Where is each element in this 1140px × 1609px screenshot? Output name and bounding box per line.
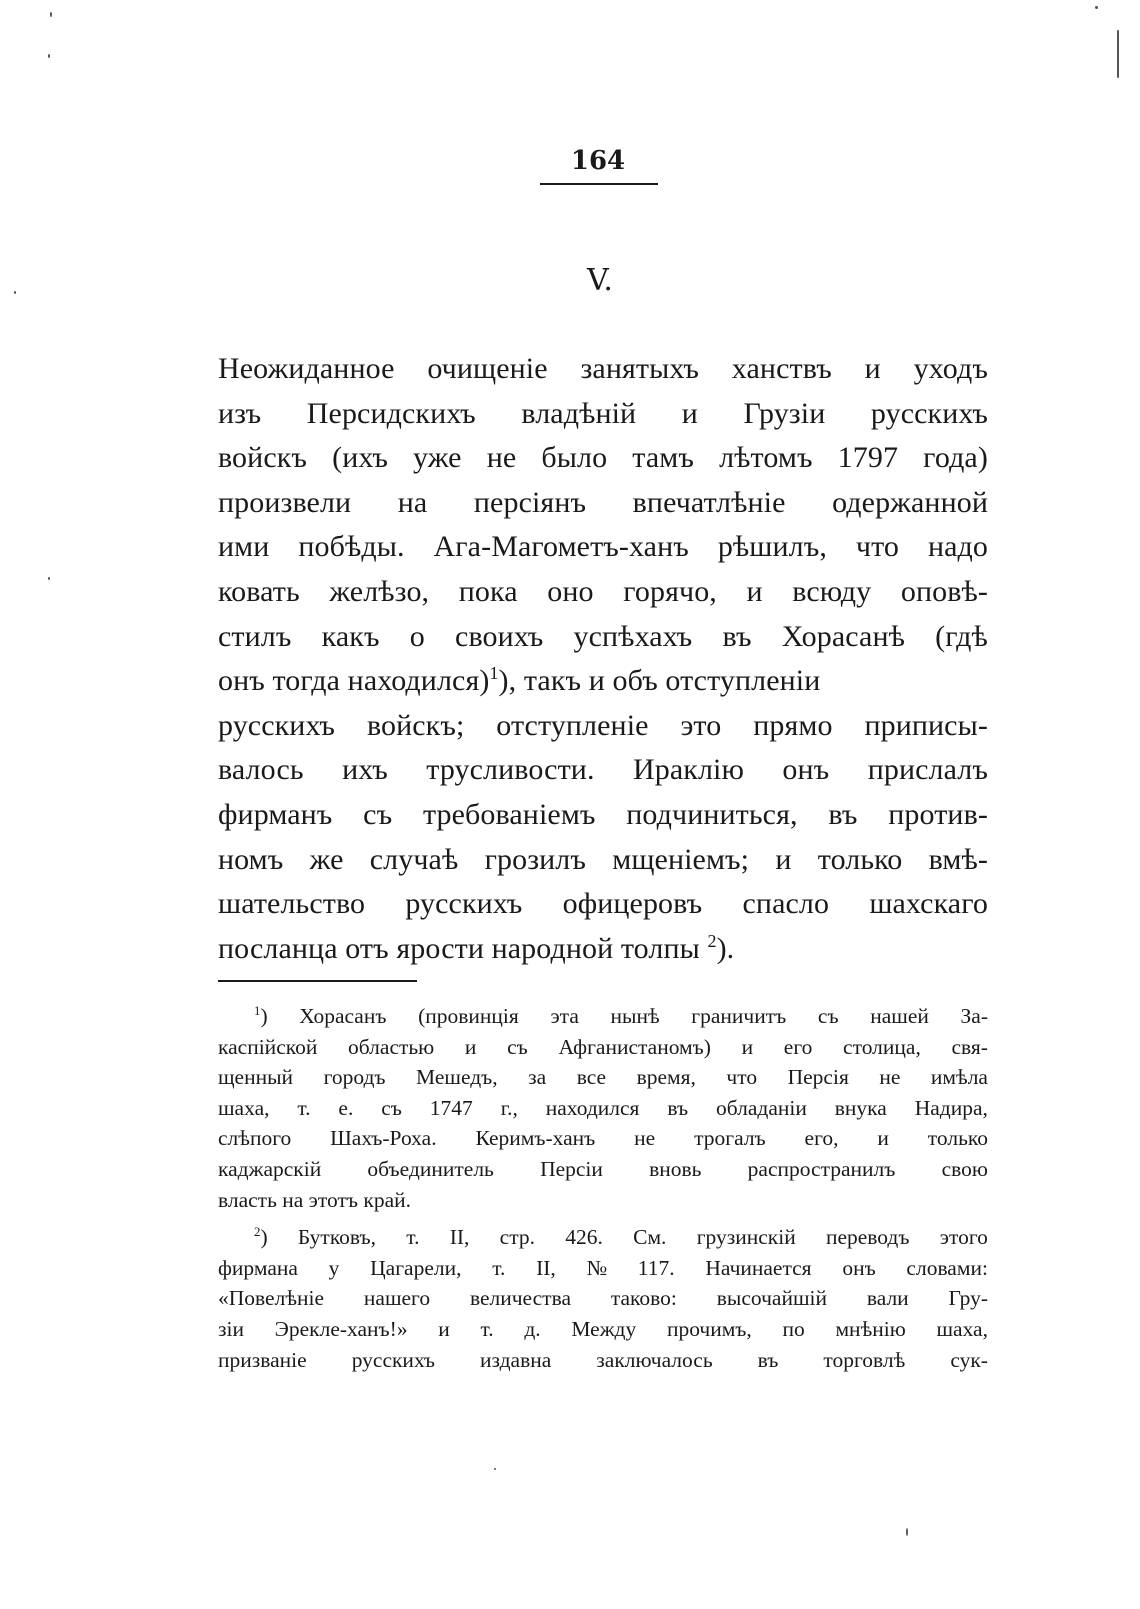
word: См.	[633, 1225, 667, 1250]
word: «Повелѣніе	[218, 1286, 325, 1311]
word: Персія	[787, 1065, 849, 1090]
main-text-line	[218, 347, 988, 392]
word: подчиниться,	[626, 797, 798, 831]
main-text	[218, 347, 988, 971]
word: словами:	[906, 1255, 988, 1280]
footnote-line	[218, 1093, 988, 1124]
footnote-1	[218, 1001, 988, 1215]
word: не	[486, 441, 517, 475]
word: и	[877, 1126, 889, 1151]
word: Эрекле-ханъ!»	[274, 1316, 408, 1341]
word: ханствъ	[731, 352, 832, 385]
word: 1797	[837, 441, 899, 475]
main-text-line-with-footnote-ref	[218, 659, 988, 704]
word: Гру-	[948, 1286, 988, 1311]
word: Афганистаномъ)	[558, 1034, 711, 1059]
word: находился	[545, 1095, 640, 1120]
main-text-fragment: ), такъ и объ отступленіи	[498, 664, 821, 698]
word: Цагарели,	[370, 1255, 462, 1280]
word: оно	[547, 574, 594, 608]
word: вмѣ-	[928, 842, 988, 876]
footnote-2	[218, 1222, 988, 1375]
word: областью	[348, 1034, 435, 1059]
scan-speck	[48, 54, 50, 58]
word: фирмана	[218, 1255, 298, 1280]
main-text-line	[218, 704, 988, 749]
word: все	[576, 1065, 607, 1090]
main-text-line	[218, 882, 988, 927]
main-text-fragment: ).	[716, 931, 735, 965]
word: это	[680, 708, 722, 742]
word: $^1$)	[254, 1003, 268, 1028]
word: стр.	[499, 1225, 535, 1250]
word: на	[397, 485, 428, 519]
word: шахскаго	[869, 887, 988, 921]
footnote-line	[218, 1062, 988, 1093]
word: занятыхъ	[580, 352, 699, 385]
word: трогалъ	[694, 1126, 766, 1151]
footnote-line	[218, 1345, 988, 1376]
word: онъ	[842, 1255, 876, 1280]
word: персіянъ	[473, 485, 587, 519]
word: произвели	[218, 485, 352, 519]
word: 117.	[637, 1255, 675, 1280]
word: Неожиданное	[218, 352, 395, 385]
word: и	[864, 352, 881, 385]
word: и	[681, 396, 698, 430]
footnotes	[218, 1001, 988, 1375]
word: II,	[449, 1225, 470, 1250]
word: Шахъ-Роха.	[330, 1126, 437, 1151]
word: пока	[458, 574, 518, 608]
word: вновь	[649, 1156, 702, 1181]
word: т.	[492, 1255, 506, 1280]
word: д.	[524, 1316, 541, 1341]
word: и	[775, 842, 792, 876]
scan-speck	[14, 291, 16, 294]
word: онъ	[782, 753, 830, 787]
word: офицеровъ	[562, 887, 703, 921]
word: мщеніемъ;	[612, 842, 750, 876]
word: щенный	[218, 1065, 294, 1090]
word: фирманъ	[218, 797, 333, 831]
word: (провинція	[418, 1004, 519, 1028]
word: только	[817, 842, 903, 876]
word: 426.	[565, 1225, 603, 1250]
word: о	[409, 619, 425, 653]
word: заключалось	[596, 1347, 713, 1372]
word: вали	[866, 1286, 909, 1311]
main-text-line	[218, 481, 988, 526]
scan-speck	[906, 1528, 908, 1536]
word: г.,	[500, 1095, 518, 1120]
word: Керимъ-ханъ	[475, 1126, 596, 1151]
footnote-line	[218, 1001, 988, 1032]
word: мнѣнію	[835, 1316, 906, 1341]
word: грозилъ	[484, 842, 586, 876]
word: побѣды.	[298, 530, 405, 564]
word: что	[726, 1065, 758, 1090]
word: (гдѣ	[935, 619, 988, 653]
word: и	[464, 1034, 477, 1059]
word: рѣшилъ,	[717, 530, 827, 564]
word: русскихъ	[405, 887, 523, 921]
word: призваніе	[218, 1347, 307, 1372]
word: спасло	[742, 887, 830, 921]
word: уже	[413, 441, 462, 475]
word: шаха,	[218, 1095, 270, 1120]
main-text-line	[218, 570, 988, 615]
footnote-line	[218, 1032, 988, 1063]
footnote-line	[218, 1283, 988, 1314]
word: (ихъ	[332, 441, 388, 475]
word: надо	[927, 530, 988, 564]
word: грузинскій	[696, 1225, 796, 1250]
word: свя-	[951, 1034, 988, 1059]
word: Надира,	[914, 1095, 988, 1120]
word: Начинается	[705, 1255, 812, 1280]
footnote-ref-1: 1	[489, 663, 499, 684]
main-text-line	[218, 793, 988, 838]
word: въ	[757, 1347, 779, 1372]
word: объединитель	[367, 1156, 494, 1181]
word: Хорасанъ	[299, 1004, 387, 1028]
word: ихъ	[342, 753, 388, 787]
word: $^2$)	[254, 1225, 268, 1250]
word: Персидскихъ	[306, 396, 476, 430]
word: т.	[297, 1095, 311, 1120]
word: слѣпого	[218, 1126, 292, 1151]
footnote-line	[218, 1222, 988, 1253]
word: против-	[888, 797, 988, 831]
footnote-line: власть на этотъ край.	[218, 1187, 411, 1212]
word: 1747	[429, 1095, 473, 1120]
word: прочимъ,	[666, 1316, 752, 1341]
word: прислалъ	[867, 753, 988, 787]
word: торговлѣ	[823, 1347, 906, 1372]
footnote-line	[218, 1314, 988, 1345]
scan-speck	[1095, 6, 1098, 9]
word: т.	[406, 1225, 420, 1250]
word: Персіи	[540, 1156, 603, 1181]
word: Между	[571, 1316, 637, 1341]
word: внука	[834, 1095, 887, 1120]
word: прямо	[753, 708, 833, 742]
word: случаѣ	[369, 842, 459, 876]
word: одержанной	[832, 485, 988, 519]
main-text-line	[218, 392, 988, 437]
word: лѣтомъ	[719, 441, 813, 475]
footnote-marker: 2	[254, 1225, 261, 1239]
word: номъ	[218, 842, 284, 876]
word: трусливости.	[426, 753, 595, 787]
word: Ага-Магометъ-ханъ	[433, 530, 689, 564]
word: не	[879, 1065, 901, 1090]
word: съ	[363, 797, 393, 831]
word: переводъ	[825, 1225, 910, 1250]
word: тамъ	[632, 441, 694, 475]
word: и	[746, 574, 763, 608]
word: шаха,	[936, 1316, 988, 1341]
word: т.	[480, 1316, 494, 1341]
word: войскъ	[218, 441, 308, 475]
word: русскихъ	[351, 1347, 435, 1372]
word: нынѣ	[610, 1004, 660, 1028]
word: ковать	[218, 574, 300, 608]
word: зіи	[218, 1316, 244, 1341]
word: Мешедъ,	[416, 1065, 498, 1090]
word: въ	[828, 797, 858, 831]
scan-speck	[1117, 30, 1119, 78]
word: Грузіи	[743, 396, 826, 430]
word: нашей	[870, 1004, 929, 1028]
word: имѣла	[930, 1065, 988, 1090]
main-text-last-line	[218, 927, 988, 972]
footnote-ref-2: 2	[707, 930, 717, 951]
word: время,	[636, 1065, 696, 1090]
word: нашего	[363, 1286, 431, 1311]
word: этого	[939, 1225, 988, 1250]
main-text-line	[218, 615, 988, 660]
word: обладаніи	[715, 1095, 807, 1120]
word: уходъ	[913, 352, 988, 385]
word: же	[309, 842, 344, 876]
word: стилъ	[218, 619, 292, 653]
word: сук-	[950, 1347, 988, 1372]
word: его,	[804, 1126, 839, 1151]
word: съ	[507, 1034, 528, 1059]
word: эта	[550, 1004, 579, 1028]
word: успѣхахъ	[573, 619, 693, 653]
word: каджарскій	[218, 1156, 322, 1181]
word: издавна	[480, 1347, 552, 1372]
word: года)	[923, 441, 988, 475]
word: всюду	[792, 574, 872, 608]
word: какъ	[321, 619, 380, 653]
word: впечатлѣніе	[632, 485, 786, 519]
main-text-line	[218, 436, 988, 481]
word: приписы-	[864, 708, 988, 742]
word: II,	[536, 1255, 556, 1280]
word: каспійской	[218, 1034, 318, 1059]
word: городъ	[323, 1065, 386, 1090]
word: его	[783, 1034, 813, 1059]
word: величества	[469, 1286, 571, 1311]
word: распространилъ	[747, 1156, 896, 1181]
scan-speck	[48, 577, 50, 580]
main-text-fragment: посланца отъ ярости народной толпы	[218, 931, 700, 965]
word: у	[328, 1255, 340, 1280]
footnote-marker: 1	[254, 1003, 261, 1018]
word: таково:	[610, 1286, 677, 1311]
word: желѣзо,	[329, 574, 430, 608]
main-text-line	[218, 748, 988, 793]
word: очищеніе	[427, 352, 548, 385]
word: владѣній	[521, 396, 637, 430]
word: въ	[667, 1095, 689, 1120]
word: валось	[218, 753, 304, 787]
word: граничитъ	[691, 1004, 787, 1028]
scan-speck	[50, 12, 52, 17]
word: было	[541, 441, 608, 475]
word: русскихъ	[870, 396, 988, 430]
word: не	[634, 1126, 656, 1151]
word: свою	[941, 1156, 988, 1181]
word: войскъ;	[366, 708, 465, 742]
footnote-line	[218, 1154, 988, 1185]
word: ими	[218, 530, 270, 564]
word: е.	[338, 1095, 354, 1120]
word: №	[586, 1255, 608, 1280]
word: Хорасанѣ	[781, 619, 905, 653]
scan-speck	[494, 1468, 496, 1470]
word: шательство	[218, 887, 366, 921]
word: Ираклію	[632, 753, 744, 787]
word: За-	[960, 1004, 988, 1028]
word: только	[927, 1126, 988, 1151]
word: съ	[817, 1004, 839, 1028]
word: по	[782, 1316, 805, 1341]
page-number-rule	[540, 183, 658, 185]
word: горячо,	[623, 574, 717, 608]
word: что	[855, 530, 899, 564]
word: высочайшій	[716, 1286, 827, 1311]
word: столица,	[843, 1034, 921, 1059]
main-text-line	[218, 838, 988, 883]
word: и	[438, 1316, 450, 1341]
word: съ	[381, 1095, 402, 1120]
word: за	[528, 1065, 547, 1090]
word: въ	[722, 619, 752, 653]
chapter-heading: V.	[587, 263, 613, 298]
main-text-line	[218, 525, 988, 570]
word: и	[741, 1034, 754, 1059]
word: русскихъ	[218, 708, 336, 742]
word: изъ	[218, 396, 262, 430]
word: отступленіе	[496, 708, 649, 742]
footnote-line	[218, 1123, 988, 1154]
footnote-divider	[218, 980, 417, 982]
word: своихъ	[455, 619, 544, 653]
footnote-line	[218, 1253, 988, 1284]
word: Бутковъ,	[297, 1225, 377, 1250]
word: требованіемъ	[422, 797, 596, 831]
main-text-fragment: онъ тогда находился)	[218, 664, 490, 698]
word: оповѣ-	[900, 574, 988, 608]
page-number: 164	[570, 146, 626, 176]
